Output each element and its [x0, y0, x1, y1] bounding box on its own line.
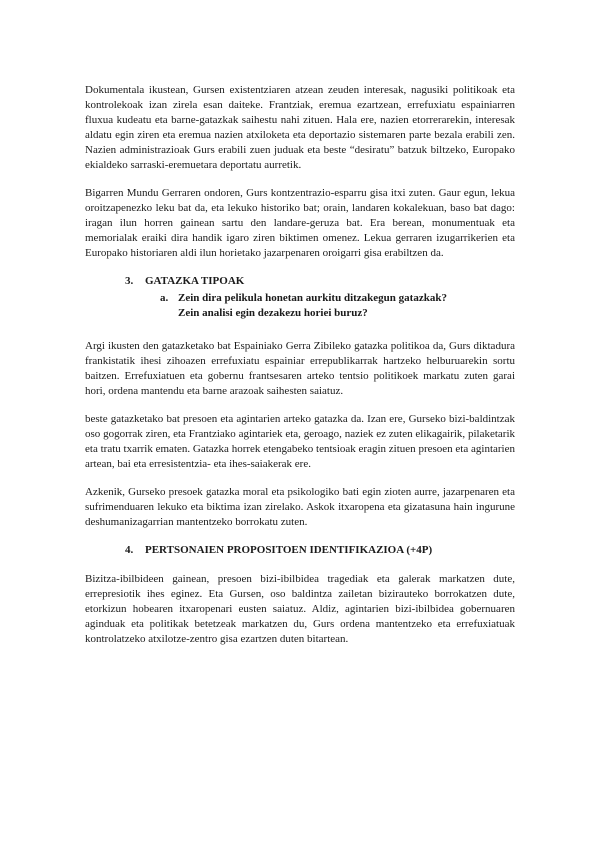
heading-3-number: 3. — [125, 275, 134, 287]
paragraph-1: Dokumentala ikustean, Gursen existentziaren atzean zeuden interesak, nagusiki politikoak eta kontrolekoak izan zirela esan daiteke. Frantziak, eremua ezartzean, errefuxiatu espainiarren fluxua kudeatu eta barne-gatazkak saihestu nahi zituen. Hala ere, nazien etorrerarekin, interesak aldatu egin ziren eta eremua nazien atxiloketa eta deportazio sistemaren parte bezala erabili zen. Nazien administrazioak Gurs erabili zuen juduak eta beste “desiratu” batzuk biltzeko, Europako ekialdeko sarraski-eremuetara deportatu aurretik. — [85, 84, 515, 171]
subquestion-a-line-2: Zein analisi egin dezakezu horiei buruz? — [178, 307, 368, 319]
heading-3-title: GATAZKA TIPOAK — [145, 275, 245, 287]
paragraph-4: beste gatazketako bat presoen eta agintarien arteko gatazka da. Izan ere, Gurseko bizi-baldintzak oso gogorrak ziren, eta Frantziako agintariek eta, geroago, naziek ez zuten elikagairik, pilaketarik eta tratu txarrik ematen. Gatazka horrek etengabeko tentsioak eragin zituen presoen eta agintarien artean, bai eta erresistentzia- eta ihes-saiakerak ere. — [85, 413, 515, 470]
paragraph-6: Bizitza-ibilbideen gainean, presoen bizi-ibilbidea tragediak eta galerak markatzen dute, errepresiotik ihes eginez. Eta Gursen, oso baldintza zailetan bizirauteko borrokatzen dute, etorkizun hobearen itxaropenari eusten saiatuz. Aldiz, agintarien bizi-ibilbidea gobernuaren aginduak eta politikak betetzeak markatzen du, Gurs ordena mantentzeko eta errefuxiatuak kontrolatzeko atxilotze-zentro gisa ezartzen duten bitartean. — [85, 573, 515, 645]
subquestion-a-marker: a. — [160, 292, 169, 304]
paragraph-2: Bigarren Mundu Gerraren ondoren, Gurs kontzentrazio-esparru gisa itxi zuten. Gaur egun, lekua oroitzapenezko leku bat da, eta lekuko historiko bat; orain, landaren kokalekuan, baso bat dago: iragan ilun horren gainean sartu den landare-geruza bat. Era berean, monumentuak eta memorialak eraiki dira handik igaro ziren biktimen omenez. Lekua gerraren izugarrikerien eta Europako historiaren aldi ilun horietako jazarpenaren oroigarri gisa erabiltzen da. — [85, 187, 515, 259]
subquestion-a-text — [178, 291, 447, 321]
section-heading-3 — [125, 274, 515, 289]
heading-4-title: PERTSONAIEN PROPOSITOEN IDENTIFIKAZIOA (+4P) — [145, 544, 433, 556]
paragraph-5: Azkenik, Gurseko presoek gatazka moral eta psikologiko bati egin zioten aurre, jazarpenaren eta sufrimenduaren lekuko eta biktima izan zirelako. Askok itxaropena eta gizatasuna hain ingurune deshumanizagarrian mantentzeko borrokatu zuten. — [85, 486, 515, 528]
heading-4-number: 4. — [125, 544, 134, 556]
paragraph-3: Argi ikusten den gatazketako bat Espainiako Gerra Zibileko gatazka politikoa da, Gurs diktadura frankistatik ihesi zihoazen errefuxiatu espainiar errepublikarrak hartzeko helburuarekin sortu baitzen. Errefuxiatuen eta gobernu frantsesaren arteko tentsio politikoek markatu zuten garai hori, ordena mantendu eta barne arazoak saihesten saiatuz. — [85, 340, 515, 397]
subquestion-a-line-1: Zein dira pelikula honetan aurkitu ditzakegun gatazkak? — [178, 292, 447, 304]
subquestion-a — [160, 291, 515, 321]
section-heading-4 — [125, 543, 515, 558]
